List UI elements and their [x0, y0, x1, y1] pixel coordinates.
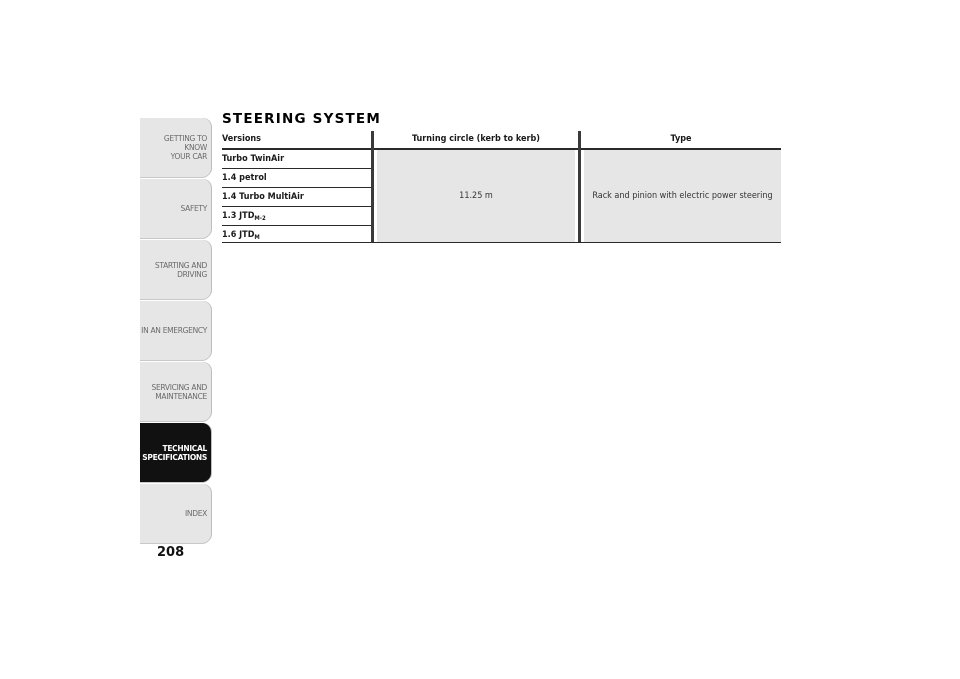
table-row: 1.4 petrol: [222, 169, 371, 188]
table-row: Turbo TwinAir: [222, 150, 371, 169]
header-versions: Versions: [222, 134, 262, 144]
tab-in-an-emergency[interactable]: IN AN EMERGENCY: [140, 301, 211, 360]
table-row: 1.6 $JTD_M$: [222, 226, 371, 243]
table-row: 1.3 $JTD_{M-2}$: [222, 207, 371, 226]
tab-safety[interactable]: SAFETY: [140, 179, 211, 238]
tab-technical-specifications[interactable]: TECHNICAL SPECIFICATIONS: [140, 423, 211, 482]
page-number: 208: [157, 545, 185, 560]
column-divider: [371, 131, 374, 243]
bottom-rule: [372, 242, 781, 243]
type-value: Rack and pinion with electric power steering: [584, 150, 781, 242]
table-row: 1.4 Turbo MultiAir: [222, 188, 371, 207]
turning-circle-value: 11.25 m: [377, 150, 575, 242]
tab-servicing-and-maintenance[interactable]: SERVICING AND MAINTENANCE: [140, 362, 211, 421]
steering-system-table: [222, 131, 781, 243]
tab-starting-and-driving[interactable]: STARTING AND DRIVING: [140, 240, 211, 299]
tab-index[interactable]: INDEX: [140, 484, 211, 543]
section-title: STEERING SYSTEM: [222, 111, 381, 127]
tab-getting-to-know-your-car[interactable]: GETTING TO KNOW YOUR CAR: [140, 118, 211, 177]
header-type: Type: [670, 134, 692, 144]
header-turning-circle: Turning circle (kerb to kerb): [412, 134, 540, 144]
column-divider: [578, 131, 581, 243]
